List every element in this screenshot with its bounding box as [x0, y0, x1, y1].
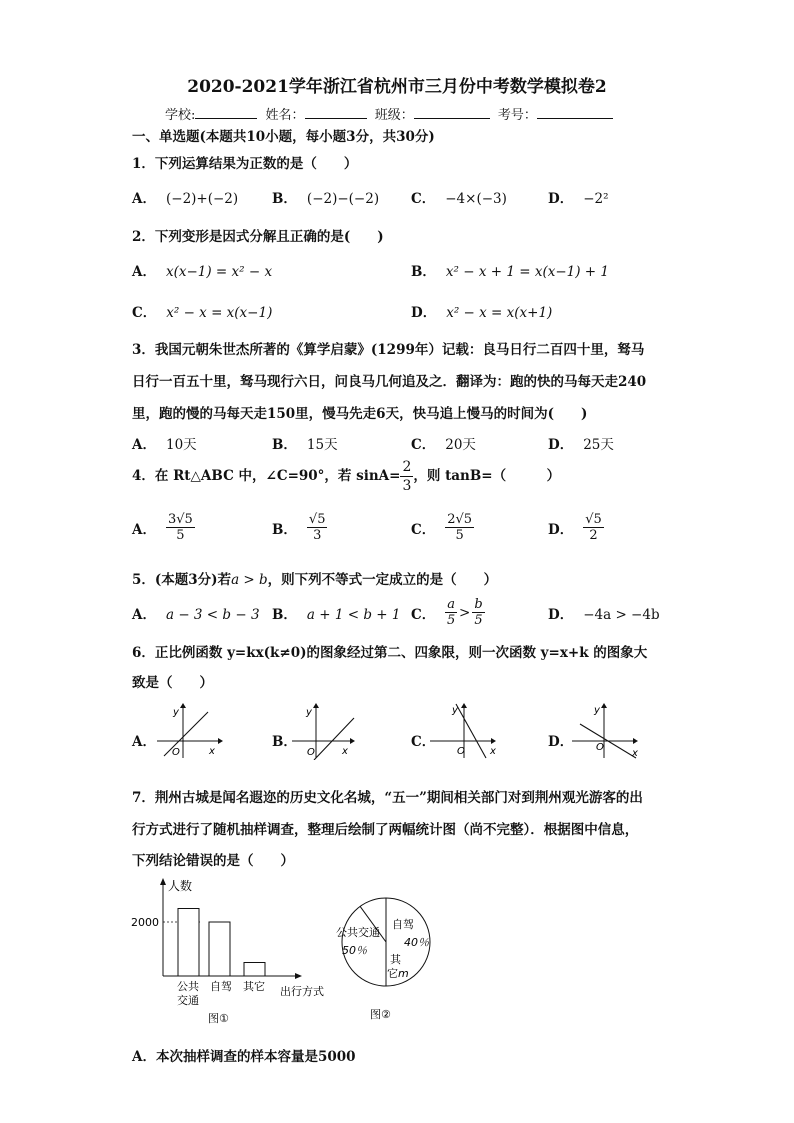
q3-line1: 3．我国元朝朱世杰所著的《算学启蒙》(1299年）记载：良马日行二百四十里，驽马 [132, 342, 645, 358]
q6-line1: 6．正比例函数 y=kx(k≠0)的图象经过第二、四象限，则一次函数 y=x+k 的图象大 [132, 645, 648, 661]
bar-cat-3: 其它 [243, 980, 265, 993]
q5-condition: a > b [231, 572, 268, 588]
q6-option-c-label[interactable]: C． [411, 734, 436, 750]
origin-label: O [172, 747, 180, 758]
q1-option-c[interactable]: C． −4×(−3) [411, 191, 507, 207]
x-axis-label: x [632, 748, 638, 759]
q2-option-b[interactable]: B． x² − x + 1 = x(x−1) + 1 [411, 264, 609, 280]
q1-option-a[interactable]: A． (−2)+(−2) [132, 191, 239, 207]
school-blank[interactable] [195, 106, 257, 119]
x-axis-label: x [490, 746, 496, 757]
q7-option-a[interactable]: A．本次抽样调查的样本容量是5000 [132, 1049, 356, 1065]
q1-option-d[interactable]: D． −2² [548, 191, 609, 207]
bar-chart [128, 874, 338, 1026]
q4-option-d[interactable]: D． $\frac{√5}{2}$ [548, 512, 602, 543]
number-blank[interactable] [537, 106, 613, 119]
q2-option-a[interactable]: A． x(x−1) = x² − x [132, 264, 273, 280]
q5-stem: 5．(本题3分)若a > b，则下列不等式一定成立的是（ ） [132, 572, 498, 588]
section-heading: 一、单选题(本题共10小题，每小题3分，共30分) [132, 129, 435, 145]
q7-line3: 下列结论错误的是（ ） [132, 853, 294, 869]
q4-option-a[interactable]: A． $\frac{3√5}{5}$ [132, 512, 193, 543]
q6-option-d-graph[interactable] [570, 700, 645, 760]
q3-option-d[interactable]: D． 25天 [548, 437, 614, 453]
bar-cat-2: 自驾 [210, 980, 232, 993]
number-label: 考号： [497, 108, 537, 123]
bar-0 [178, 909, 199, 977]
q6-option-b-graph[interactable] [290, 700, 365, 760]
name-label: 姓名： [265, 108, 305, 123]
pie-label-public: 公共交通 [336, 926, 380, 939]
q6-option-a-graph[interactable] [150, 700, 225, 760]
q7-line1: 7．荆州古城是闻名遐迩的历史文化名城，“五一”期间相关部门对到荆州观光游客的出 [132, 790, 643, 806]
origin-label: O [596, 742, 604, 753]
bar-cat-1a: 公共 [177, 980, 199, 993]
q4-option-c[interactable]: C． $\frac{2√5}{5}$ [411, 512, 473, 543]
q5-option-c[interactable]: C． $\frac{a}{5}$ > $\frac{b}{5}$ [411, 597, 483, 628]
q2-option-c[interactable]: C． x² − x = x(x−1) [132, 305, 273, 321]
x-axis-label: x [209, 746, 215, 757]
origin-label: O [457, 746, 465, 757]
q3-line3: 里，跑的慢的马每天走150里，慢马先走6天，快马追上慢马的时间为( ) [132, 406, 588, 422]
q6-line2: 致是（ ） [132, 675, 213, 691]
class-label: 班级： [374, 108, 414, 123]
y-axis-label: y [173, 707, 179, 718]
q3-option-b[interactable]: B． 15天 [272, 437, 338, 453]
q2-stem: 2．下列变形是因式分解且正确的是( ) [132, 229, 384, 245]
q7-line2: 行方式进行了随机抽样调查，整理后绘制了两幅统计图（尚不完整）．根据图中信息， [132, 822, 639, 838]
q6-option-a-label[interactable]: A． [132, 734, 156, 750]
bar-1 [209, 922, 230, 976]
bar-ytick-2000: 2000 [131, 916, 159, 929]
bar-xlabel: 出行方式 [280, 985, 324, 998]
pie-label-other-1: 其 [390, 953, 401, 966]
student-info-line [165, 104, 617, 123]
bar-cat-1b: 交通 [177, 994, 199, 1007]
origin-label: O [307, 747, 315, 758]
pie-value-drive: 40％ [404, 936, 429, 949]
page-title: 2020-2021学年浙江省杭州市三月份中考数学模拟卷2 [187, 77, 607, 97]
q4-frac-num: 2 [402, 459, 412, 475]
bar-2 [244, 963, 265, 977]
bar-ylabel: 人数 [168, 879, 193, 893]
x-axis-label: x [342, 746, 348, 757]
school-label: 学校: [165, 108, 196, 123]
q6-option-b-label[interactable]: B． [272, 734, 297, 750]
bar-caption: 图① [208, 1012, 229, 1025]
pie-label-drive: 自驾 [392, 918, 414, 931]
pie-caption: 图② [370, 1008, 391, 1021]
q6-option-c-graph[interactable] [428, 700, 503, 760]
y-axis-label: y [594, 705, 600, 716]
q1-option-b[interactable]: B． (−2)−(−2) [272, 191, 380, 207]
q5-option-d[interactable]: D． −4a > −4b [548, 607, 660, 623]
q3-line2: 日行一百五十里，驽马现行六日，问良马几何追及之．翻译为：跑的快的马每天走240 [132, 374, 647, 390]
q4-stem: 4．在 Rt△ABC 中，∠C=90°，若 sinA= $\frac{2}{3}$ ，则 tanB=（ ） [132, 459, 561, 494]
q3-option-c[interactable]: C． 20天 [411, 437, 476, 453]
q5-option-b[interactable]: B． a + 1 < b + 1 [272, 607, 401, 623]
pie-label-other-2: 它m [387, 967, 409, 980]
q6-option-d-label[interactable]: D． [548, 734, 574, 750]
q3-option-a[interactable]: A． 10天 [132, 437, 197, 453]
pie-chart [330, 884, 440, 1026]
y-axis-label: y [306, 707, 312, 718]
q2-option-d[interactable]: D． x² − x = x(x+1) [411, 305, 553, 321]
class-blank[interactable] [414, 106, 490, 119]
q1-stem: 1．下列运算结果为正数的是（ ） [132, 156, 358, 172]
y-axis-label: y [452, 705, 458, 716]
pie-value-public: 50％ [342, 944, 367, 957]
q4-frac-den: 3 [402, 478, 412, 494]
q5-option-a[interactable]: A． a − 3 < b − 3 [132, 607, 260, 623]
q4-option-b[interactable]: B． $\frac{√5}{3}$ [272, 512, 326, 543]
name-blank[interactable] [305, 106, 367, 119]
